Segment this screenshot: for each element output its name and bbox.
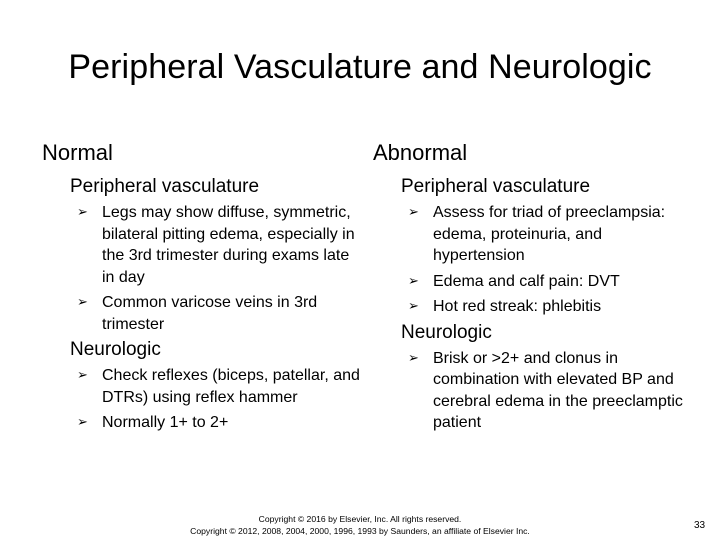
bullet-text: Common varicose veins in 3rd trimester xyxy=(102,294,318,333)
bullet-level2 xyxy=(42,412,362,434)
copyright-line: Copyright © 2016 by Elsevier, Inc. All rights reserved. xyxy=(258,514,462,524)
slide-title: Peripheral Vasculature and Neurologic xyxy=(68,48,652,86)
bullet-text: Check reflexes (biceps, patellar, and DTRs) using reflex hammer xyxy=(102,367,360,406)
arrow-bullet-icon: ➢ xyxy=(77,295,88,310)
arrow-bullet-icon: ➢ xyxy=(408,205,419,220)
bullet-level2 xyxy=(42,365,362,408)
normal-heading: Normal xyxy=(42,140,113,165)
bullet-text: Normally 1+ to 2+ xyxy=(102,414,229,431)
bullet-level2 xyxy=(373,348,693,434)
bullet-level2 xyxy=(373,271,693,293)
arrow-bullet-icon: ➢ xyxy=(408,273,419,289)
bullet-level1 xyxy=(42,176,362,198)
abnormal-heading: Abnormal xyxy=(373,140,468,165)
arrow-bullet-icon: ➢ xyxy=(77,205,88,220)
bullet-level1 xyxy=(373,322,693,344)
bullet-level2 xyxy=(42,292,362,335)
bullet-level2 xyxy=(42,202,362,288)
bullet-text: Peripheral vasculature xyxy=(70,176,260,197)
abnormal-column xyxy=(373,140,693,438)
bullet-text: Neurologic xyxy=(401,321,492,343)
bullet-text: Edema and calf pain: DVT xyxy=(433,272,620,290)
arrow-bullet-icon: ➢ xyxy=(77,415,88,430)
bullet-level1 xyxy=(42,339,362,361)
bullet-text: Brisk or >2+ and clonus in combination with elevated BP and cerebral edema in the preeclamptic patient xyxy=(433,349,683,431)
bullet-level2 xyxy=(373,202,693,267)
bullet-level2 xyxy=(373,296,693,318)
normal-column xyxy=(42,140,362,438)
bullet-text: Neurologic xyxy=(70,339,161,360)
bullet-text: Peripheral vasculature xyxy=(401,176,591,197)
page-number: 33 xyxy=(694,520,706,531)
bullet-text: Assess for triad of preeclampsia: edema, proteinuria, and hypertension xyxy=(433,204,666,264)
arrow-bullet-icon: ➢ xyxy=(77,368,88,383)
arrow-bullet-icon: ➢ xyxy=(408,299,419,314)
copyright-footer xyxy=(140,514,580,537)
bullet-text: Legs may show diffuse, symmetric, bilateral pitting edema, especially in the 3rd trimester during exams late in day xyxy=(102,204,355,286)
bullet-level1 xyxy=(373,176,693,198)
arrow-bullet-icon: ➢ xyxy=(408,350,419,366)
copyright-line: Copyright © 2012, 2008, 2004, 2000, 1996, 1993 by Saunders, an affiliate of Elsevier Inc. xyxy=(190,525,530,536)
bullet-text: Hot red streak: phlebitis xyxy=(433,298,602,315)
